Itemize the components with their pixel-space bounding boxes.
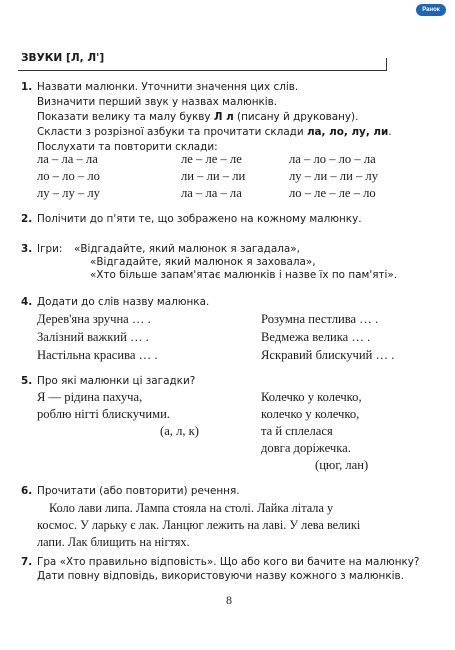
header-rule-end bbox=[386, 58, 387, 71]
syllable-r3c3: ло – ле – ле – ло bbox=[289, 186, 376, 200]
task3-label: Ігри: bbox=[37, 243, 63, 255]
section-header: ЗВУКИ [Л, Л'] bbox=[21, 52, 105, 64]
task2-number: 2. bbox=[21, 213, 33, 225]
task1-line4 bbox=[37, 126, 392, 139]
riddle1-line-2: роблю нігті блискучими. bbox=[37, 407, 170, 421]
task5-number: 5. bbox=[21, 375, 33, 387]
task1-line1: Назвати малюнки. Уточнити значення цих слів. bbox=[37, 81, 299, 93]
task1-line3-pre: Показати велику та малу букву bbox=[37, 111, 214, 123]
syllable-r1c1: ла – ла – ла bbox=[37, 152, 98, 166]
riddle2-line-2: колечко у колечко, bbox=[261, 407, 360, 421]
riddle2-line-3: та й сплелася bbox=[261, 424, 333, 438]
task4-left-1: Дерев'яна зручна … . bbox=[37, 312, 151, 326]
task1-line3-post: (писану й друковану). bbox=[233, 111, 359, 123]
task4-right-1: Розумна пестлива … . bbox=[261, 312, 379, 326]
riddle2-answer: (цюг, лан) bbox=[315, 458, 369, 472]
task3-game-1: «Відгадайте, який малюнок я загадала», bbox=[74, 243, 300, 255]
task4-right-3: Яскравий блискучий … . bbox=[261, 348, 395, 362]
task4-left-2: Залізний важкий … . bbox=[37, 330, 149, 344]
task6-number: 6. bbox=[21, 485, 33, 497]
syllable-r1c2: ле – ле – ле bbox=[181, 152, 242, 166]
riddle1-line-1: Я — рідина пахуча, bbox=[37, 390, 143, 404]
publisher-logo: Ранок bbox=[416, 4, 446, 16]
task1-line3 bbox=[37, 111, 358, 124]
task4-number: 4. bbox=[21, 296, 33, 308]
task1-syllables-list: ла, ло, лу, ли bbox=[306, 126, 389, 138]
task4-left-3: Настільна красива … . bbox=[37, 348, 158, 362]
task7-number: 7. bbox=[21, 556, 33, 568]
task6-text: Прочитати (або повторити) речення. bbox=[37, 485, 240, 497]
task1-line4-pre: Скласти з розрізної азбуки та прочитати склади bbox=[37, 126, 307, 138]
task1-line5: Послухати та повторити склади: bbox=[37, 141, 218, 153]
task2-text: Полічити до п'яти те, що зображено на кожному малюнку. bbox=[37, 213, 362, 225]
task1-number: 1. bbox=[21, 81, 33, 93]
riddle1-answer: (а, л, к) bbox=[160, 424, 199, 438]
task5-text: Про які малюнки ці загадки? bbox=[37, 375, 196, 387]
syllable-r2c2: ли – ли – ли bbox=[181, 169, 246, 183]
task1-line4-post: . bbox=[388, 126, 392, 138]
task1-line2: Визначити перший звук у назвах малюнків. bbox=[37, 96, 278, 108]
task6-sentence-line-1: Коло лави липа. Лампа стояла на столі. Лайка літала у bbox=[49, 501, 334, 515]
syllable-r2c1: ло – ло – ло bbox=[37, 169, 100, 183]
task3-game-2: «Відгадайте, який малюнок я заховала», bbox=[90, 256, 316, 268]
task4-text: Додати до слів назву малюнка. bbox=[37, 296, 210, 308]
syllable-r3c2: ла – ла – ла bbox=[181, 186, 242, 200]
task3-game-3: «Хто більше запам'ятає малюнків і назве їх по пам'яті». bbox=[90, 269, 398, 281]
task7-line2: Дати повну відповідь, використовуючи назву кожного з малюнків. bbox=[37, 570, 404, 582]
task6-sentence-line-2: космос. У ларьку є лак. Ланцюг лежить на лаві. У лева великі bbox=[37, 518, 361, 532]
header-rule bbox=[18, 70, 387, 71]
riddle2-line-1: Колечко у колечко, bbox=[261, 390, 362, 404]
page-number: 8 bbox=[226, 593, 232, 607]
task7-line1: Гра «Хто правильно відповість». Що або кого ви бачите на малюнку? bbox=[37, 556, 420, 568]
syllable-r3c1: лу – лу – лу bbox=[37, 186, 100, 200]
task4-right-2: Ведмежа велика … . bbox=[261, 330, 371, 344]
task1-letters: Л л bbox=[213, 111, 234, 123]
riddle2-line-4: довга доріжечка. bbox=[261, 441, 351, 455]
syllable-r1c3: ла – ло – ло – ла bbox=[289, 152, 376, 166]
syllable-r2c3: лу – ли – ли – лу bbox=[289, 169, 378, 183]
task6-sentence-line-3: лапи. Лак блищить на нігтях. bbox=[37, 535, 190, 549]
task3-number: 3. bbox=[21, 243, 33, 255]
